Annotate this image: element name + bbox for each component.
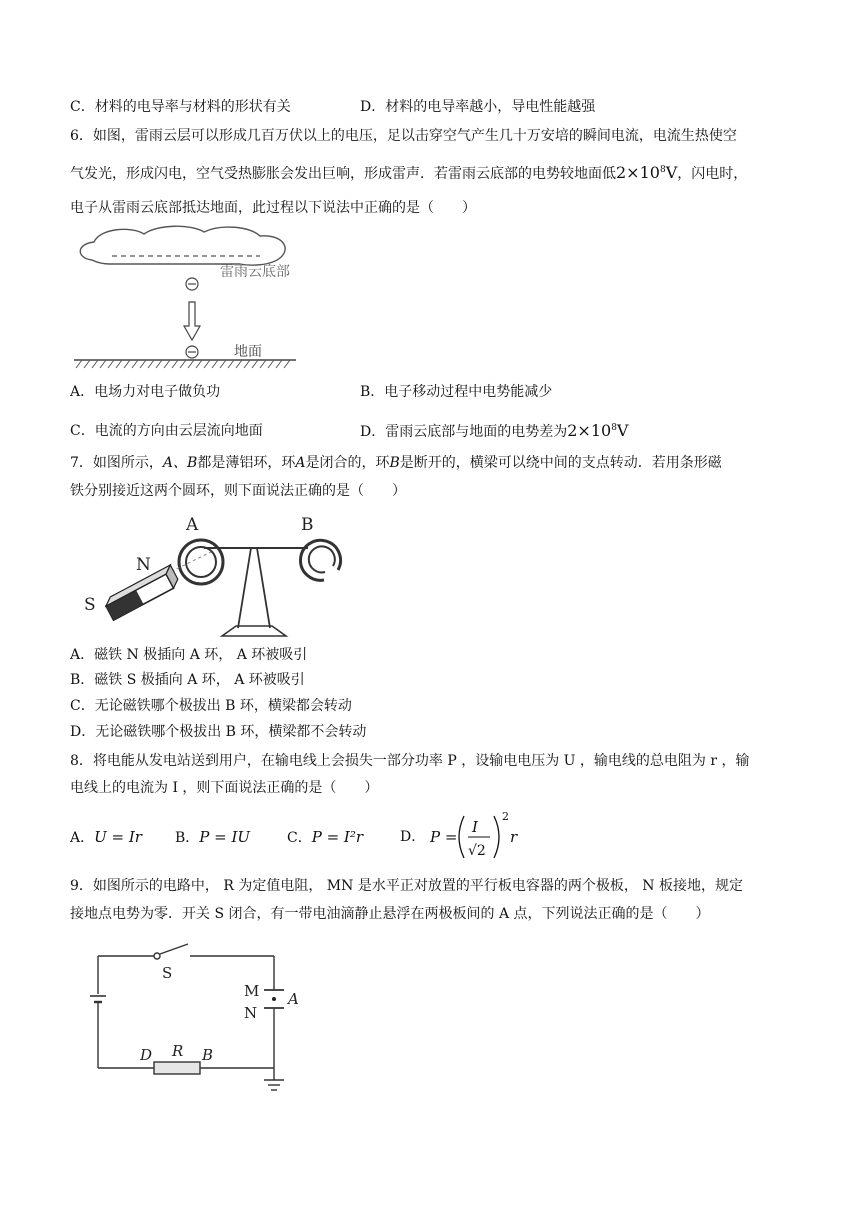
q5-option-c: C．材料的电导率与材料的形状有关	[70, 99, 291, 115]
ring-a-label: A	[186, 515, 199, 535]
formula-exponent: 2	[502, 810, 509, 823]
circuit-figure	[84, 940, 304, 1100]
q9-stem-line1: 9．如图所示的电路中， R 为定值电阻， MN 是水平正对放置的平行板电容器的两个极板， N 板接地，规定	[70, 878, 743, 894]
paren-right	[494, 816, 499, 858]
point-d-label: D	[140, 1046, 153, 1064]
magnet-n-label: N	[136, 555, 151, 575]
ring-b-label: B	[301, 515, 314, 535]
fraction-denominator: √2	[468, 843, 486, 859]
formula-lhs: P =	[430, 828, 458, 846]
q8-option-d-formula	[428, 810, 528, 864]
q8-stem-line2: 电线上的电流为 I ，则下面说法正确的是（ ）	[70, 780, 379, 796]
q6-option-a: A．电场力对电子做负功	[70, 384, 221, 400]
q7-option-a: A．磁铁 N 极插向 A 环， A 环被吸引	[70, 647, 308, 663]
q8-stem-line1: 8．将电能从发电站送到用户，在输电线上会损失一部分功率 P ，设输电电压为 U ，输电线的总电阻为 r ，输	[70, 753, 750, 769]
resistor-r	[154, 1062, 200, 1074]
q6-option-d: D．雷雨云底部与地面的电势差为$2\times 10^8V$	[360, 421, 629, 440]
lightning-figure	[70, 222, 310, 372]
q6-option-c: C．电流的方向由云层流向地面	[70, 423, 263, 439]
switch-pivot	[154, 953, 160, 959]
stand-post-left	[238, 548, 251, 628]
oil-drop	[272, 997, 276, 1001]
point-a-label: A	[288, 990, 299, 1008]
q6-stem-line3: 电子从雷雨云底部抵达地面，此过程以下说法中正确的是（ ）	[70, 200, 476, 216]
switch-label: S	[162, 964, 173, 982]
plate-m-label: M	[244, 982, 260, 1000]
q6-option-b: B．电子移动过程中电势能减少	[360, 384, 553, 400]
ground-label: 地面	[234, 344, 262, 360]
cloud-label: 雷雨云底部	[220, 264, 290, 280]
ground-hatching	[76, 360, 290, 368]
q8-option-c: C．P = I²r	[287, 828, 364, 846]
q7-stem-line2: 铁分别接近这两个圆环，则下面说法正确的是（ ）	[70, 483, 406, 499]
stand-post-right	[257, 548, 270, 628]
point-b-label: B	[202, 1046, 214, 1064]
q5-option-d: D．材料的电导率越小，导电性能越强	[360, 99, 596, 115]
paren-left	[459, 816, 464, 858]
q9-stem-line2: 接地点电势为零．开关 S 闭合，有一带电油滴静止悬浮在两极板间的 A 点，下列说法正确的是（ ）	[70, 906, 710, 922]
resistor-r-label: R	[172, 1042, 184, 1060]
q6-stem-line2: 气发光，形成闪电，空气受热膨胀会发出巨响，形成雷声．若雷雨云底部的电势较地面低$2\times 10^8V$，闪电时，	[70, 163, 748, 182]
switch-blade	[160, 944, 188, 954]
q8-option-b: B．P = IU	[175, 828, 251, 846]
cloud-shape	[80, 226, 285, 265]
q6-stem-line1: 6．如图，雷雨云层可以形成几百万伏以上的电压，足以击穿空气产生几十万安培的瞬间电流，电流生热使空	[70, 128, 737, 144]
formula-tail: r	[510, 828, 518, 846]
q8-option-a: A．U = Ir	[70, 828, 142, 846]
fraction-numerator: I	[472, 818, 478, 836]
down-arrow-icon	[184, 302, 200, 340]
plate-n-label: N	[244, 1004, 258, 1022]
aluminum-rings-figure	[76, 510, 366, 642]
q7-stem-line1: 7．如图所示，A、B都是薄铝环，环A是闭合的，环B是断开的，横梁可以绕中间的支点转动．若用条形磁	[70, 455, 722, 471]
stand-base	[222, 626, 286, 636]
q7-option-d: D．无论磁铁哪个极拔出 B 环，横梁都不会转动	[70, 724, 367, 740]
q7-option-c: C．无论磁铁哪个极拔出 B 环，横梁都会转动	[70, 698, 352, 714]
q8-option-d-label: D．	[400, 829, 426, 845]
magnet-s-label: S	[84, 595, 96, 615]
q7-option-b: B．磁铁 S 极插向 A 环， A 环被吸引	[70, 672, 305, 688]
